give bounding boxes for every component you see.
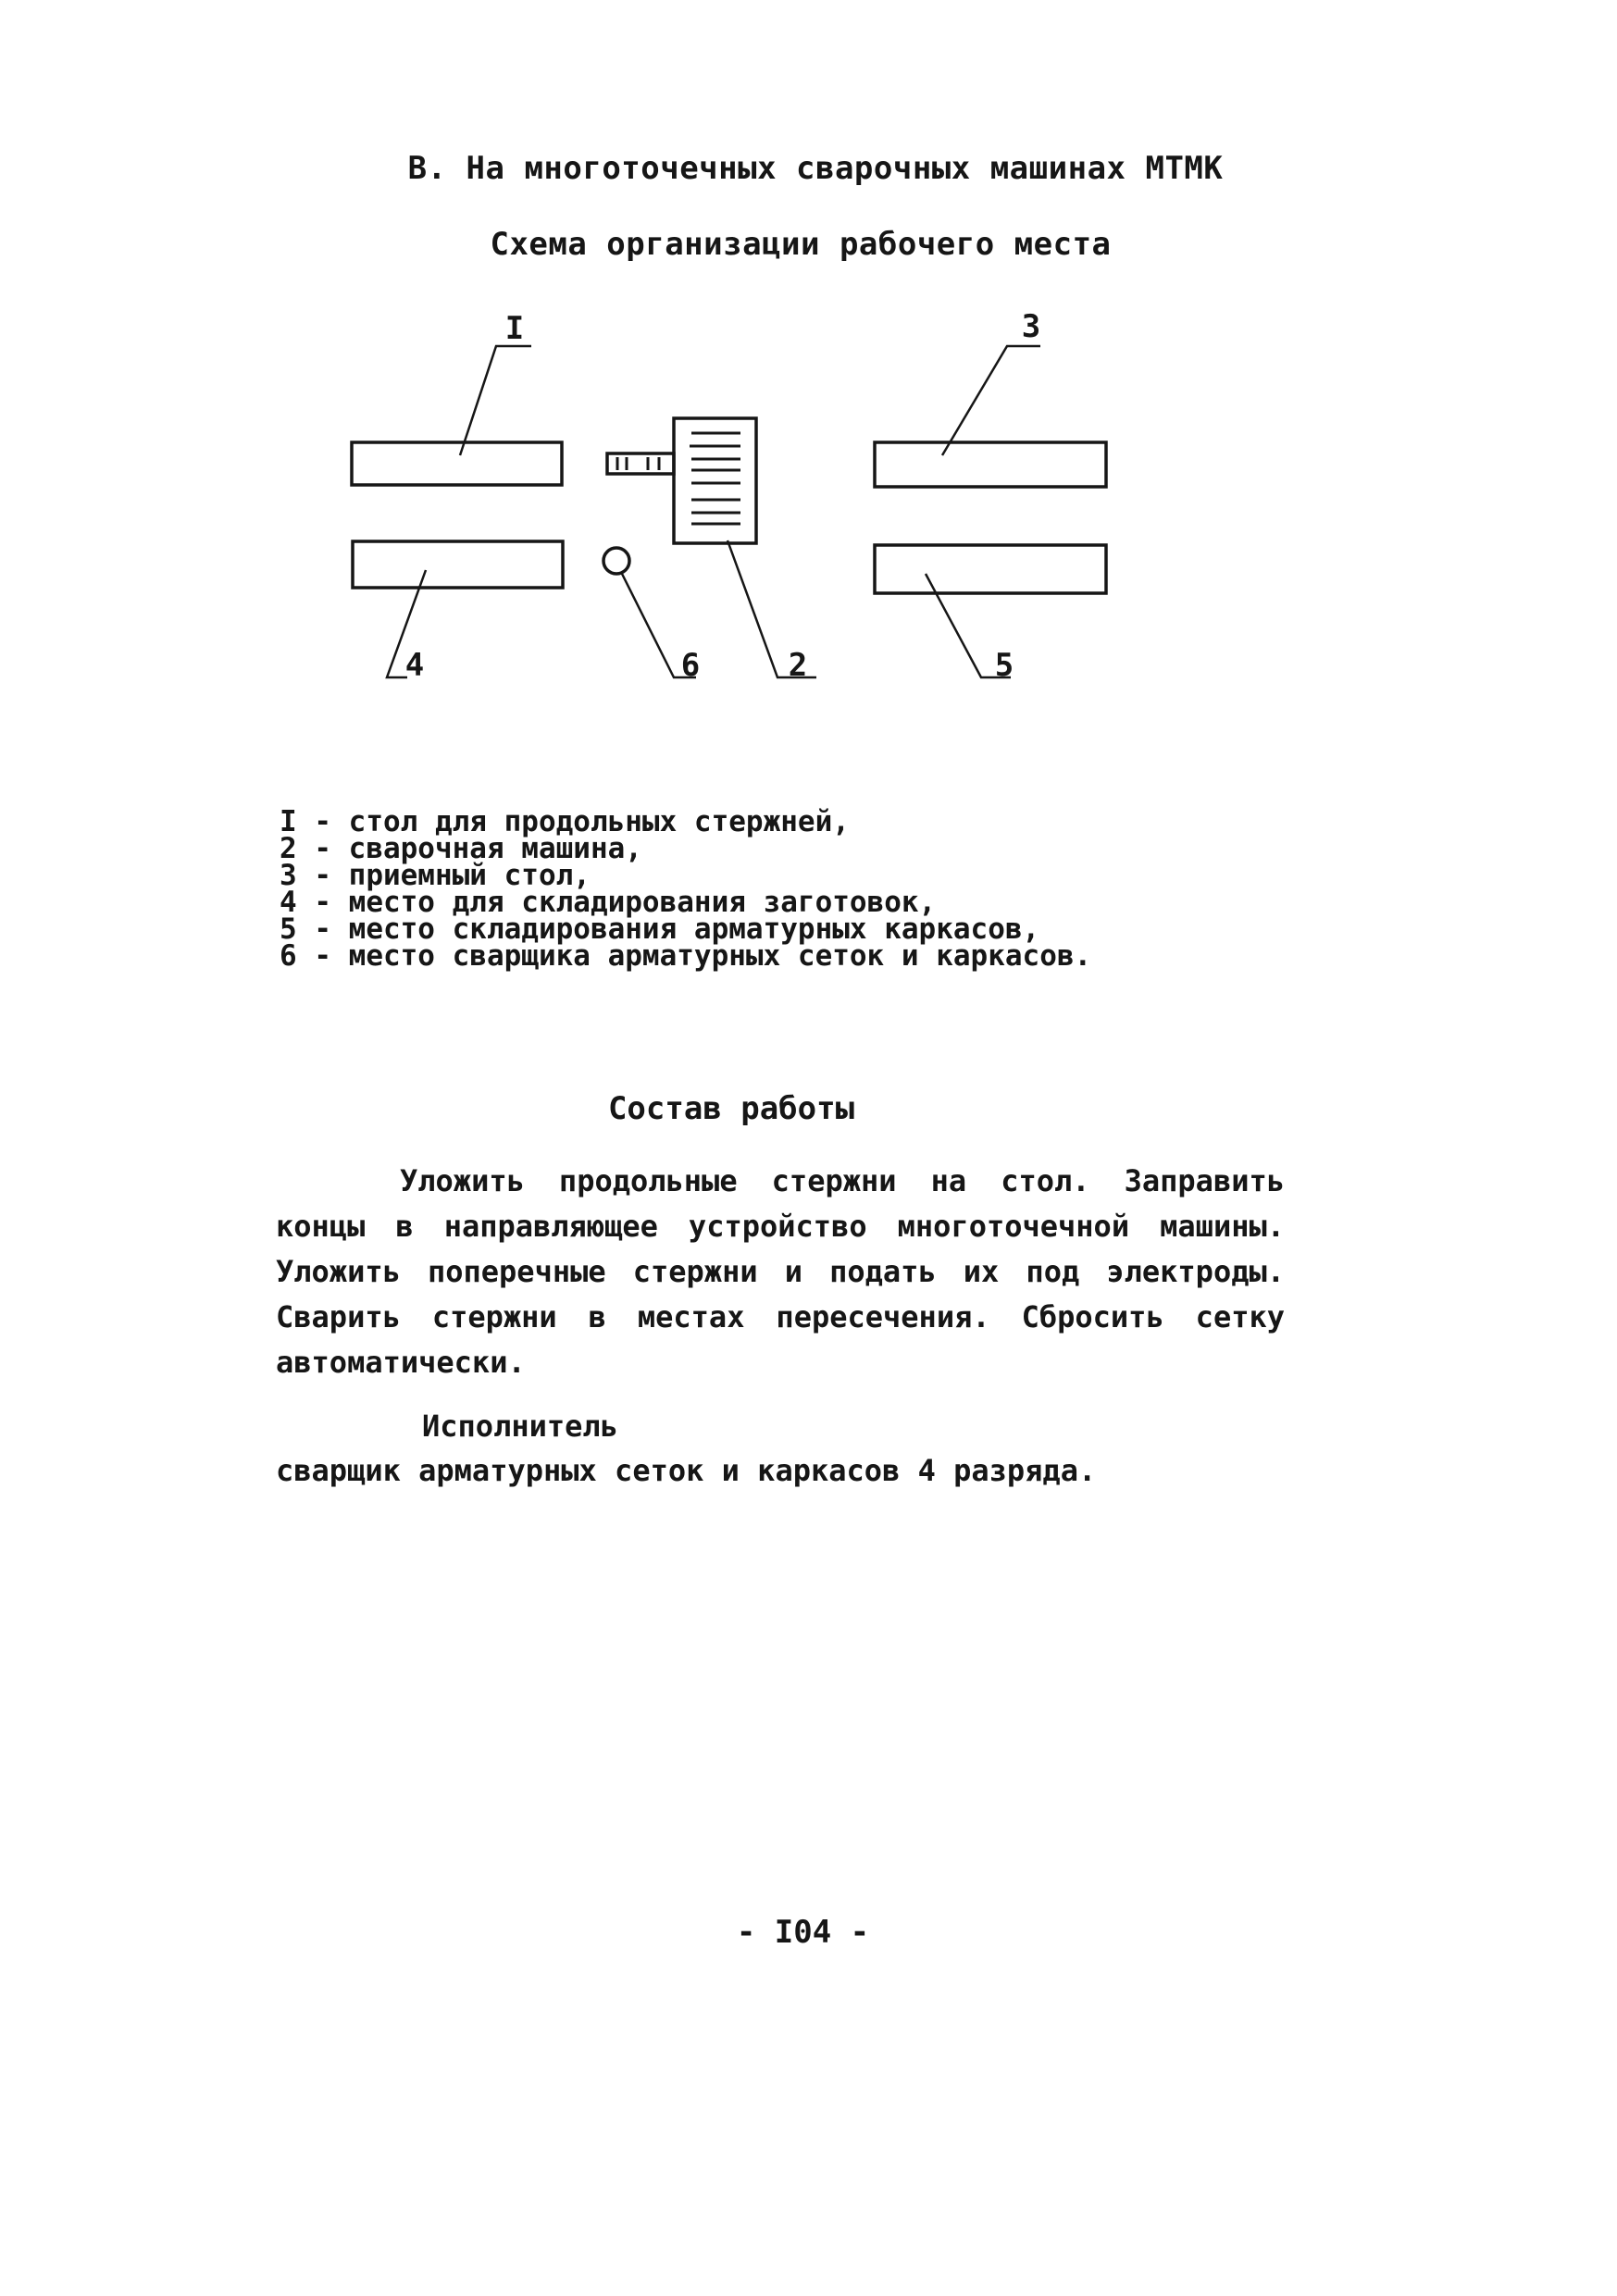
welder-position	[603, 548, 629, 574]
workplace-diagram	[0, 0, 1617, 722]
performer-label: Исполнитель	[422, 1409, 618, 1444]
callout-5: 5	[994, 647, 1014, 684]
callout-6: 6	[680, 647, 701, 684]
legend-item: 2 - сварочная машина,	[280, 832, 642, 865]
leader-1	[460, 346, 531, 455]
composition-text: Уложить продольные стержни на стол. Заправить концы в направляющее устройство многоточечной машины. Уложить поперечные стержни и подать их под электроды. Сварить стержни в местах пересечения. Сбросить сетку автоматически.	[276, 1163, 1285, 1380]
table-longitudinal-bars	[352, 442, 562, 485]
welding-machine-lines	[690, 433, 740, 524]
callout-3: 3	[1021, 308, 1041, 345]
callout-2: 2	[788, 647, 808, 684]
callout-4: 4	[404, 647, 425, 684]
callout-1: I	[504, 310, 525, 347]
storage-blanks	[353, 541, 563, 588]
scheme-heading: Схема организации рабочего места	[490, 226, 1112, 263]
bar-feeder-ticks	[617, 457, 659, 470]
legend-item: 3 - приемный стол,	[280, 859, 591, 892]
legend-item: 5 - место складирования арматурных каркасов,	[280, 912, 1040, 946]
section-heading: В. На многоточечных сварочных машинах МТМК	[407, 150, 1224, 187]
storage-frames	[875, 545, 1106, 593]
legend-list	[280, 805, 1092, 973]
legend-item: I - стол для продольных стержней,	[280, 805, 850, 838]
legend-item: 6 - место сварщика арматурных сеток и каркасов.	[280, 939, 1092, 973]
page-number: - I04 -	[736, 1914, 870, 1951]
performer-text: сварщик арматурных сеток и каркасов 4 разряда.	[276, 1453, 1097, 1488]
legend-item: 4 - место для складирования заготовок,	[280, 886, 937, 919]
receiving-table	[875, 442, 1106, 487]
leader-3	[942, 346, 1040, 455]
composition-heading: Состав работы	[607, 1090, 855, 1127]
